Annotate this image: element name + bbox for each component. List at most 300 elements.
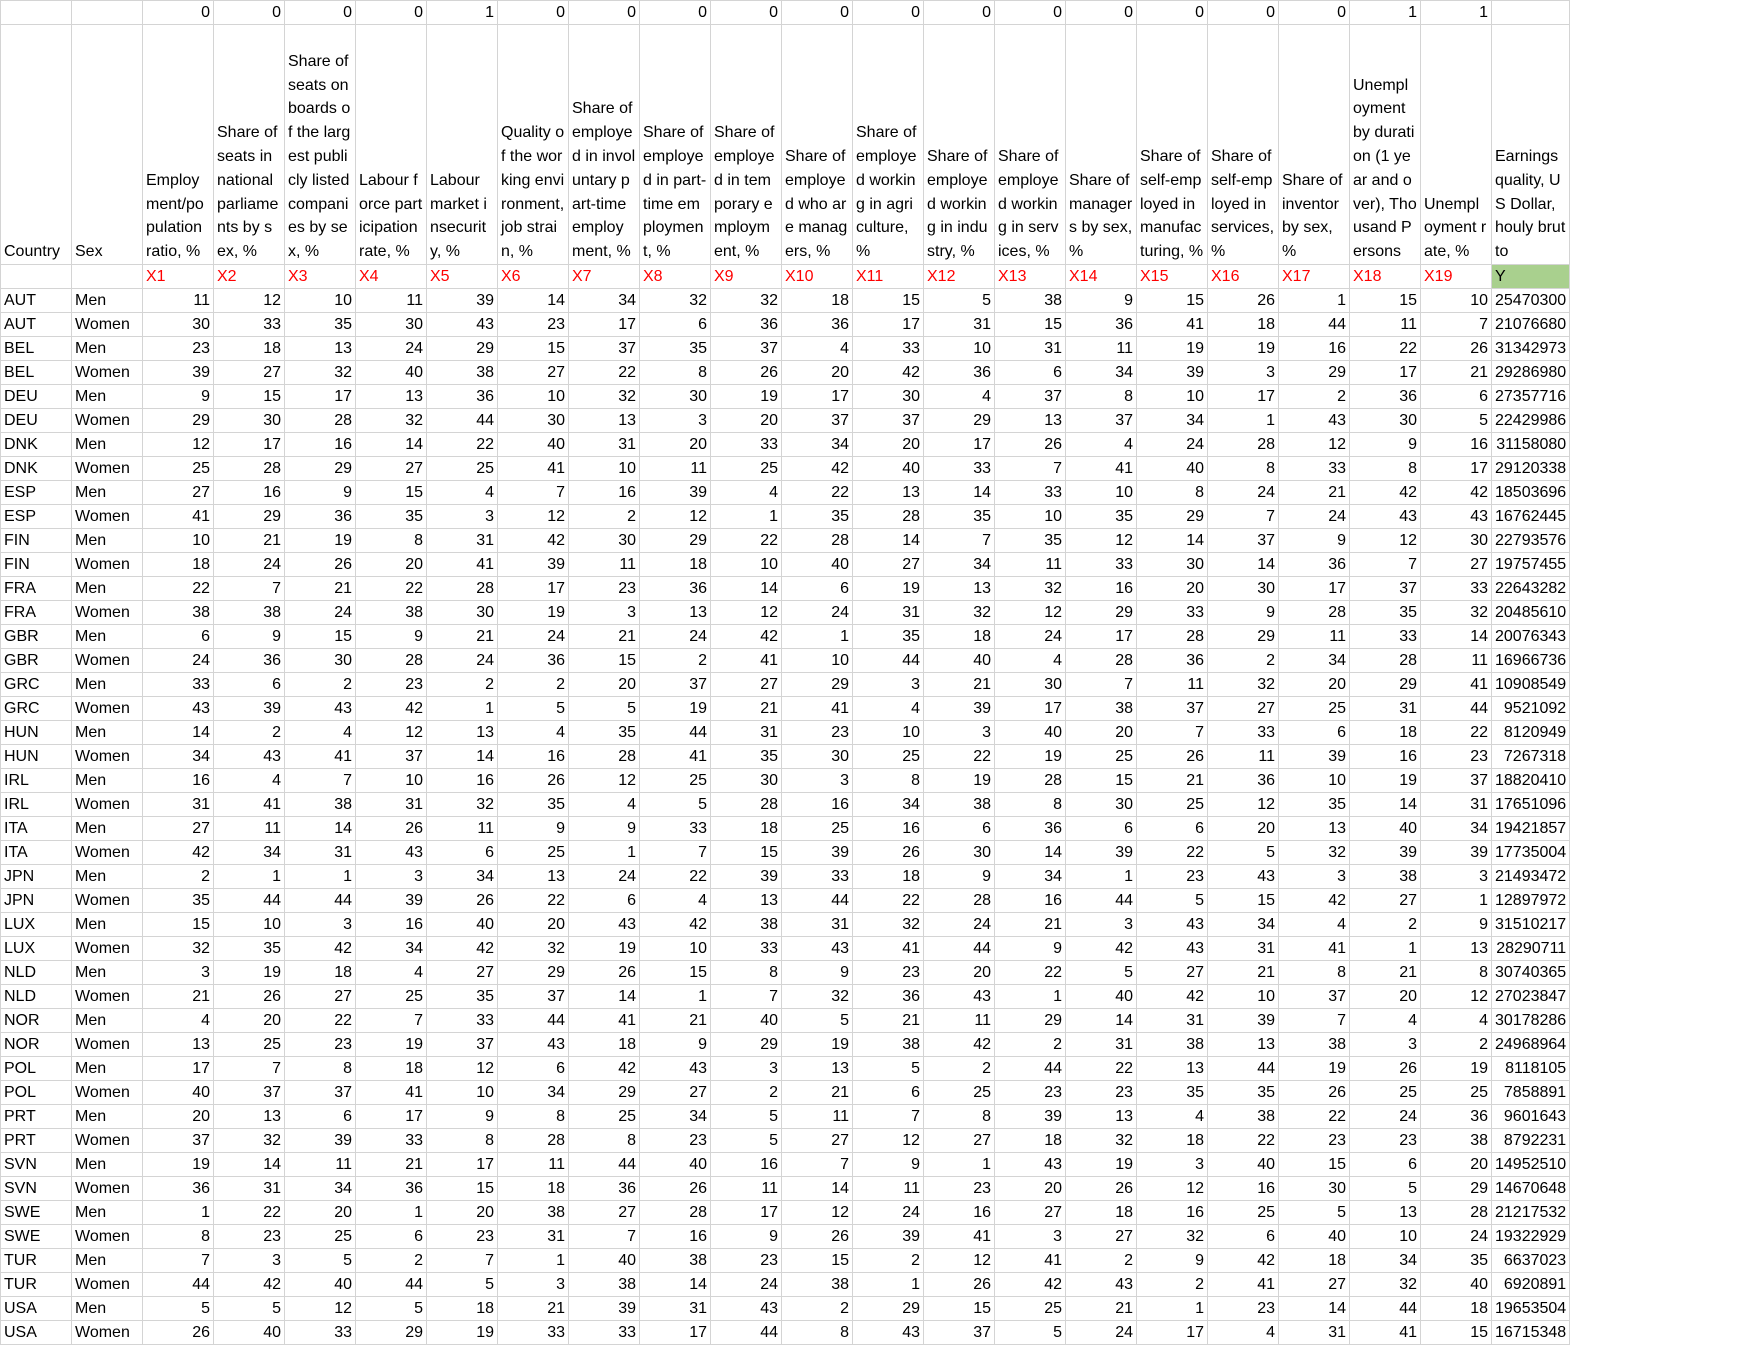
country-cell[interactable]: HUN: [1, 745, 72, 769]
value-cell[interactable]: 38: [1421, 1129, 1492, 1153]
value-cell[interactable]: 41: [1066, 457, 1137, 481]
value-cell[interactable]: 35: [640, 337, 711, 361]
sex-cell[interactable]: Women: [72, 937, 143, 961]
value-cell[interactable]: 27: [640, 1081, 711, 1105]
column-header[interactable]: Share of employed working in services, %: [995, 25, 1066, 265]
value-cell[interactable]: 16: [569, 481, 640, 505]
value-cell[interactable]: 17: [853, 313, 924, 337]
value-cell[interactable]: 8: [924, 1105, 995, 1129]
value-cell[interactable]: 11: [569, 553, 640, 577]
value-cell[interactable]: 29: [1421, 1177, 1492, 1201]
variable-code-cell[interactable]: X13: [995, 265, 1066, 289]
value-cell[interactable]: 18: [711, 817, 782, 841]
value-cell[interactable]: 18: [1066, 1201, 1137, 1225]
value-cell[interactable]: 36: [143, 1177, 214, 1201]
value-cell[interactable]: 34: [640, 1105, 711, 1129]
value-cell[interactable]: 5: [1066, 961, 1137, 985]
value-cell[interactable]: 38: [498, 1201, 569, 1225]
value-cell[interactable]: 9521092: [1492, 697, 1570, 721]
value-cell[interactable]: 40: [1421, 1273, 1492, 1297]
value-cell[interactable]: 25: [214, 1033, 285, 1057]
value-cell[interactable]: 31: [1137, 1009, 1208, 1033]
country-cell[interactable]: AUT: [1, 289, 72, 313]
value-cell[interactable]: 40: [1350, 817, 1421, 841]
country-cell[interactable]: SVN: [1, 1153, 72, 1177]
value-cell[interactable]: 12: [1066, 529, 1137, 553]
value-cell[interactable]: 35: [285, 313, 356, 337]
value-cell[interactable]: 39: [427, 289, 498, 313]
value-cell[interactable]: 31: [782, 913, 853, 937]
value-cell[interactable]: 19: [498, 601, 569, 625]
column-header[interactable]: Share of seats in national parliaments by sex, %: [214, 25, 285, 265]
value-cell[interactable]: 19: [1279, 1057, 1350, 1081]
value-cell[interactable]: 4: [1350, 1009, 1421, 1033]
country-cell[interactable]: SWE: [1, 1225, 72, 1249]
value-cell[interactable]: 26: [853, 841, 924, 865]
value-cell[interactable]: 7267318: [1492, 745, 1570, 769]
value-cell[interactable]: 28: [995, 769, 1066, 793]
value-cell[interactable]: 25: [782, 817, 853, 841]
value-cell[interactable]: 30178286: [1492, 1009, 1570, 1033]
value-cell[interactable]: 7: [1066, 673, 1137, 697]
value-cell[interactable]: 23: [1279, 1129, 1350, 1153]
value-cell[interactable]: 18: [1137, 1129, 1208, 1153]
value-cell[interactable]: 20: [782, 361, 853, 385]
value-cell[interactable]: 39: [1137, 361, 1208, 385]
value-cell[interactable]: 7: [640, 841, 711, 865]
value-cell[interactable]: 6: [1137, 817, 1208, 841]
value-cell[interactable]: 6: [1421, 385, 1492, 409]
value-cell[interactable]: 31: [214, 1177, 285, 1201]
value-cell[interactable]: 10: [1066, 481, 1137, 505]
value-cell[interactable]: 21493472: [1492, 865, 1570, 889]
value-cell[interactable]: 24968964: [1492, 1033, 1570, 1057]
value-cell[interactable]: 37: [640, 673, 711, 697]
value-cell[interactable]: 4: [853, 697, 924, 721]
value-cell[interactable]: 42: [1137, 985, 1208, 1009]
value-cell[interactable]: 42: [214, 1273, 285, 1297]
value-cell[interactable]: 43: [1137, 937, 1208, 961]
country-cell[interactable]: SWE: [1, 1201, 72, 1225]
country-cell[interactable]: ITA: [1, 817, 72, 841]
value-cell[interactable]: 8: [1208, 457, 1279, 481]
value-cell[interactable]: 25: [356, 985, 427, 1009]
value-cell[interactable]: 13: [782, 1057, 853, 1081]
value-cell[interactable]: 10: [1350, 1225, 1421, 1249]
value-cell[interactable]: 43: [569, 913, 640, 937]
variable-code-cell[interactable]: X5: [427, 265, 498, 289]
value-cell[interactable]: 21: [1279, 481, 1350, 505]
value-cell[interactable]: 36: [214, 649, 285, 673]
column-header[interactable]: Labour market insecurity, %: [427, 25, 498, 265]
value-cell[interactable]: 11: [1208, 745, 1279, 769]
value-cell[interactable]: 32: [356, 409, 427, 433]
sex-cell[interactable]: Men: [72, 769, 143, 793]
flag-cell[interactable]: 0: [995, 1, 1066, 25]
value-cell[interactable]: 5: [711, 1129, 782, 1153]
value-cell[interactable]: 8: [995, 793, 1066, 817]
value-cell[interactable]: 20: [427, 1201, 498, 1225]
column-header[interactable]: Unemployment rate, %: [1421, 25, 1492, 265]
value-cell[interactable]: 2: [640, 649, 711, 673]
country-cell[interactable]: IRL: [1, 793, 72, 817]
value-cell[interactable]: 42: [995, 1273, 1066, 1297]
value-cell[interactable]: 42: [1350, 481, 1421, 505]
country-cell[interactable]: DNK: [1, 433, 72, 457]
value-cell[interactable]: 3: [1137, 1153, 1208, 1177]
value-cell[interactable]: 18: [569, 1033, 640, 1057]
sex-cell[interactable]: Women: [72, 793, 143, 817]
value-cell[interactable]: 18: [640, 553, 711, 577]
value-cell[interactable]: 7: [498, 481, 569, 505]
value-cell[interactable]: 5: [143, 1297, 214, 1321]
value-cell[interactable]: 33: [569, 1321, 640, 1345]
value-cell[interactable]: 39: [1208, 1009, 1279, 1033]
value-cell[interactable]: 34: [1350, 1249, 1421, 1273]
value-cell[interactable]: 44: [995, 1057, 1066, 1081]
value-cell[interactable]: 14: [285, 817, 356, 841]
value-cell[interactable]: 20485610: [1492, 601, 1570, 625]
sex-cell[interactable]: Men: [72, 433, 143, 457]
value-cell[interactable]: 8: [1279, 961, 1350, 985]
value-cell[interactable]: 18: [1208, 313, 1279, 337]
value-cell[interactable]: 20: [498, 913, 569, 937]
value-cell[interactable]: 44: [924, 937, 995, 961]
country-cell[interactable]: LUX: [1, 937, 72, 961]
value-cell[interactable]: 20: [1279, 673, 1350, 697]
flag-cell[interactable]: 0: [356, 1, 427, 25]
value-cell[interactable]: 44: [569, 1153, 640, 1177]
value-cell[interactable]: 31: [1279, 1321, 1350, 1345]
value-cell[interactable]: 23: [711, 1249, 782, 1273]
value-cell[interactable]: 22: [356, 577, 427, 601]
value-cell[interactable]: 21: [1350, 961, 1421, 985]
value-cell[interactable]: 15: [782, 1249, 853, 1273]
value-cell[interactable]: 3: [1350, 1033, 1421, 1057]
value-cell[interactable]: 35: [782, 505, 853, 529]
value-cell[interactable]: 21: [1066, 1297, 1137, 1321]
value-cell[interactable]: 42: [427, 937, 498, 961]
country-cell[interactable]: SVN: [1, 1177, 72, 1201]
value-cell[interactable]: 12: [1137, 1177, 1208, 1201]
value-cell[interactable]: 37: [711, 337, 782, 361]
value-cell[interactable]: 35: [214, 937, 285, 961]
value-cell[interactable]: 15: [356, 481, 427, 505]
value-cell[interactable]: 10: [1279, 769, 1350, 793]
value-cell[interactable]: 33: [853, 337, 924, 361]
value-cell[interactable]: 8: [1350, 457, 1421, 481]
value-cell[interactable]: 33: [995, 481, 1066, 505]
value-cell[interactable]: 21: [214, 529, 285, 553]
country-cell[interactable]: FRA: [1, 601, 72, 625]
value-cell[interactable]: 8: [569, 1129, 640, 1153]
value-cell[interactable]: 9: [1137, 1249, 1208, 1273]
value-cell[interactable]: 3: [427, 505, 498, 529]
value-cell[interactable]: 3: [640, 409, 711, 433]
value-cell[interactable]: 16: [214, 481, 285, 505]
value-cell[interactable]: 14: [1350, 793, 1421, 817]
sex-cell[interactable]: Men: [72, 577, 143, 601]
value-cell[interactable]: 30: [640, 385, 711, 409]
value-cell[interactable]: 32: [1279, 841, 1350, 865]
value-cell[interactable]: 19: [1421, 1057, 1492, 1081]
value-cell[interactable]: 32: [924, 601, 995, 625]
value-cell[interactable]: 11: [1350, 313, 1421, 337]
value-cell[interactable]: 31342973: [1492, 337, 1570, 361]
sex-cell[interactable]: Men: [72, 673, 143, 697]
value-cell[interactable]: 1: [214, 865, 285, 889]
value-cell[interactable]: 25: [1350, 1081, 1421, 1105]
value-cell[interactable]: 14: [143, 721, 214, 745]
value-cell[interactable]: 27357716: [1492, 385, 1570, 409]
value-cell[interactable]: 8118105: [1492, 1057, 1570, 1081]
value-cell[interactable]: 19: [427, 1321, 498, 1345]
value-cell[interactable]: 30: [853, 385, 924, 409]
value-cell[interactable]: 1: [1208, 409, 1279, 433]
value-cell[interactable]: 34: [498, 1081, 569, 1105]
value-cell[interactable]: 20: [711, 409, 782, 433]
value-cell[interactable]: 9: [782, 961, 853, 985]
value-cell[interactable]: 4: [285, 721, 356, 745]
value-cell[interactable]: 10: [924, 337, 995, 361]
value-cell[interactable]: 37: [1279, 985, 1350, 1009]
country-cell[interactable]: BEL: [1, 337, 72, 361]
value-cell[interactable]: 11: [285, 1153, 356, 1177]
value-cell[interactable]: 35: [924, 505, 995, 529]
value-cell[interactable]: 43: [214, 745, 285, 769]
variable-code-cell[interactable]: X9: [711, 265, 782, 289]
value-cell[interactable]: 36: [782, 313, 853, 337]
flag-cell[interactable]: [72, 1, 143, 25]
country-cell[interactable]: PRT: [1, 1129, 72, 1153]
value-cell[interactable]: 34: [853, 793, 924, 817]
value-cell[interactable]: 22: [924, 745, 995, 769]
value-cell[interactable]: 3: [498, 1273, 569, 1297]
value-cell[interactable]: 5: [214, 1297, 285, 1321]
value-cell[interactable]: 19: [995, 745, 1066, 769]
value-cell[interactable]: 44: [214, 889, 285, 913]
value-cell[interactable]: 40: [1208, 1153, 1279, 1177]
value-cell[interactable]: 34: [285, 1177, 356, 1201]
variable-code-cell[interactable]: X15: [1137, 265, 1208, 289]
value-cell[interactable]: 31: [1208, 937, 1279, 961]
value-cell[interactable]: 41: [640, 745, 711, 769]
column-header[interactable]: Share of managers by sex, %: [1066, 25, 1137, 265]
value-cell[interactable]: 34: [1137, 409, 1208, 433]
flag-cell[interactable]: 0: [1066, 1, 1137, 25]
value-cell[interactable]: 41: [569, 1009, 640, 1033]
value-cell[interactable]: 38: [1208, 1105, 1279, 1129]
value-cell[interactable]: 13: [285, 337, 356, 361]
value-cell[interactable]: 2: [569, 505, 640, 529]
value-cell[interactable]: 28: [498, 1129, 569, 1153]
flag-cell[interactable]: 0: [285, 1, 356, 25]
value-cell[interactable]: 8792231: [1492, 1129, 1570, 1153]
value-cell[interactable]: 35: [853, 625, 924, 649]
value-cell[interactable]: 43: [995, 1153, 1066, 1177]
value-cell[interactable]: 11: [1279, 625, 1350, 649]
value-cell[interactable]: 32: [711, 289, 782, 313]
value-cell[interactable]: 9: [285, 481, 356, 505]
value-cell[interactable]: 21: [1421, 361, 1492, 385]
value-cell[interactable]: 20: [214, 1009, 285, 1033]
country-cell[interactable]: TUR: [1, 1273, 72, 1297]
value-cell[interactable]: 38: [1350, 865, 1421, 889]
column-header[interactable]: Share of seats on boards of the largest publicly listed companies by sex, %: [285, 25, 356, 265]
value-cell[interactable]: 15: [569, 649, 640, 673]
value-cell[interactable]: 7: [924, 529, 995, 553]
value-cell[interactable]: 7: [569, 1225, 640, 1249]
value-cell[interactable]: 25: [995, 1297, 1066, 1321]
value-cell[interactable]: 29: [995, 1009, 1066, 1033]
value-cell[interactable]: 16: [1137, 1201, 1208, 1225]
variable-code-cell[interactable]: X17: [1279, 265, 1350, 289]
value-cell[interactable]: 33: [427, 1009, 498, 1033]
value-cell[interactable]: 44: [711, 1321, 782, 1345]
sex-cell[interactable]: Men: [72, 913, 143, 937]
country-cell[interactable]: GRC: [1, 697, 72, 721]
value-cell[interactable]: 6: [853, 1081, 924, 1105]
value-cell[interactable]: 26: [427, 889, 498, 913]
value-cell[interactable]: 17: [640, 1321, 711, 1345]
value-cell[interactable]: 11: [143, 289, 214, 313]
flag-cell[interactable]: [1, 1, 72, 25]
value-cell[interactable]: 10: [782, 649, 853, 673]
value-cell[interactable]: 16: [143, 769, 214, 793]
value-cell[interactable]: 27: [924, 1129, 995, 1153]
country-cell[interactable]: BEL: [1, 361, 72, 385]
value-cell[interactable]: 4: [1066, 433, 1137, 457]
value-cell[interactable]: 33: [143, 673, 214, 697]
value-cell[interactable]: 22: [995, 961, 1066, 985]
value-cell[interactable]: 8: [640, 361, 711, 385]
value-cell[interactable]: 19: [711, 385, 782, 409]
country-cell[interactable]: USA: [1, 1321, 72, 1345]
value-cell[interactable]: 10: [285, 289, 356, 313]
value-cell[interactable]: 40: [853, 457, 924, 481]
column-header[interactable]: Share of self-employed in services, %: [1208, 25, 1279, 265]
value-cell[interactable]: 35: [498, 793, 569, 817]
value-cell[interactable]: 7: [214, 577, 285, 601]
value-cell[interactable]: 3: [853, 673, 924, 697]
value-cell[interactable]: 11: [711, 1177, 782, 1201]
value-cell[interactable]: 9: [640, 1033, 711, 1057]
value-cell[interactable]: 17: [143, 1057, 214, 1081]
value-cell[interactable]: 26: [285, 553, 356, 577]
value-cell[interactable]: 18: [1421, 1297, 1492, 1321]
value-cell[interactable]: 23: [427, 1225, 498, 1249]
value-cell[interactable]: 29286980: [1492, 361, 1570, 385]
value-cell[interactable]: 1: [782, 625, 853, 649]
column-header[interactable]: Share of employed in part-time employment, %: [640, 25, 711, 265]
value-cell[interactable]: 43: [924, 985, 995, 1009]
value-cell[interactable]: 17735004: [1492, 841, 1570, 865]
value-cell[interactable]: 29: [1137, 505, 1208, 529]
value-cell[interactable]: 26: [924, 1273, 995, 1297]
value-cell[interactable]: 28: [1350, 649, 1421, 673]
value-cell[interactable]: 40: [1279, 1225, 1350, 1249]
value-cell[interactable]: 32: [1350, 1273, 1421, 1297]
flag-cell[interactable]: 0: [711, 1, 782, 25]
value-cell[interactable]: 23: [285, 1033, 356, 1057]
variable-code-cell[interactable]: X16: [1208, 265, 1279, 289]
country-cell[interactable]: FRA: [1, 577, 72, 601]
value-cell[interactable]: 13: [711, 889, 782, 913]
sex-cell[interactable]: Women: [72, 601, 143, 625]
value-cell[interactable]: 12: [995, 601, 1066, 625]
value-cell[interactable]: 31158080: [1492, 433, 1570, 457]
value-cell[interactable]: 27: [427, 961, 498, 985]
value-cell[interactable]: 36: [1137, 649, 1208, 673]
value-cell[interactable]: 25: [1208, 1201, 1279, 1225]
value-cell[interactable]: 20: [1350, 985, 1421, 1009]
value-cell[interactable]: 39: [1066, 841, 1137, 865]
value-cell[interactable]: 33: [1421, 577, 1492, 601]
value-cell[interactable]: 41: [1421, 673, 1492, 697]
value-cell[interactable]: 18: [285, 961, 356, 985]
column-header[interactable]: Employment/population ratio, %: [143, 25, 214, 265]
value-cell[interactable]: 34: [356, 937, 427, 961]
value-cell[interactable]: 44: [498, 1009, 569, 1033]
country-cell[interactable]: GRC: [1, 673, 72, 697]
value-cell[interactable]: 6: [640, 313, 711, 337]
value-cell[interactable]: 16: [711, 1153, 782, 1177]
value-cell[interactable]: 35: [1421, 1249, 1492, 1273]
value-cell[interactable]: 43: [853, 1321, 924, 1345]
value-cell[interactable]: 24: [711, 1273, 782, 1297]
value-cell[interactable]: 13: [995, 409, 1066, 433]
value-cell[interactable]: 38: [995, 289, 1066, 313]
value-cell[interactable]: 21: [356, 1153, 427, 1177]
sex-cell[interactable]: Men: [72, 1105, 143, 1129]
value-cell[interactable]: 1: [1279, 289, 1350, 313]
flag-cell[interactable]: 0: [1208, 1, 1279, 25]
sex-cell[interactable]: Women: [72, 1321, 143, 1345]
value-cell[interactable]: 44: [285, 889, 356, 913]
value-cell[interactable]: 8120949: [1492, 721, 1570, 745]
value-cell[interactable]: 20: [995, 1177, 1066, 1201]
value-cell[interactable]: 10: [356, 769, 427, 793]
value-cell[interactable]: 37: [498, 985, 569, 1009]
value-cell[interactable]: 18820410: [1492, 769, 1570, 793]
value-cell[interactable]: 42: [1279, 889, 1350, 913]
sex-cell[interactable]: Men: [72, 1249, 143, 1273]
value-cell[interactable]: 43: [1137, 913, 1208, 937]
value-cell[interactable]: 38: [711, 913, 782, 937]
value-cell[interactable]: 16762445: [1492, 505, 1570, 529]
value-cell[interactable]: 16: [285, 433, 356, 457]
value-cell[interactable]: 40: [427, 913, 498, 937]
value-cell[interactable]: 7: [143, 1249, 214, 1273]
value-cell[interactable]: 40: [711, 1009, 782, 1033]
value-cell[interactable]: 35: [995, 529, 1066, 553]
value-cell[interactable]: 4: [1279, 913, 1350, 937]
value-cell[interactable]: 36: [1350, 385, 1421, 409]
country-cell[interactable]: JPN: [1, 889, 72, 913]
value-cell[interactable]: 36: [995, 817, 1066, 841]
value-cell[interactable]: 39: [569, 1297, 640, 1321]
value-cell[interactable]: 21: [782, 1081, 853, 1105]
value-cell[interactable]: 35: [1279, 793, 1350, 817]
value-cell[interactable]: 9: [1208, 601, 1279, 625]
value-cell[interactable]: 11: [1137, 673, 1208, 697]
value-cell[interactable]: 43: [1279, 409, 1350, 433]
value-cell[interactable]: 12: [1421, 985, 1492, 1009]
value-cell[interactable]: 9: [498, 817, 569, 841]
value-cell[interactable]: 6: [356, 1225, 427, 1249]
value-cell[interactable]: 2: [427, 673, 498, 697]
value-cell[interactable]: 21: [1208, 961, 1279, 985]
